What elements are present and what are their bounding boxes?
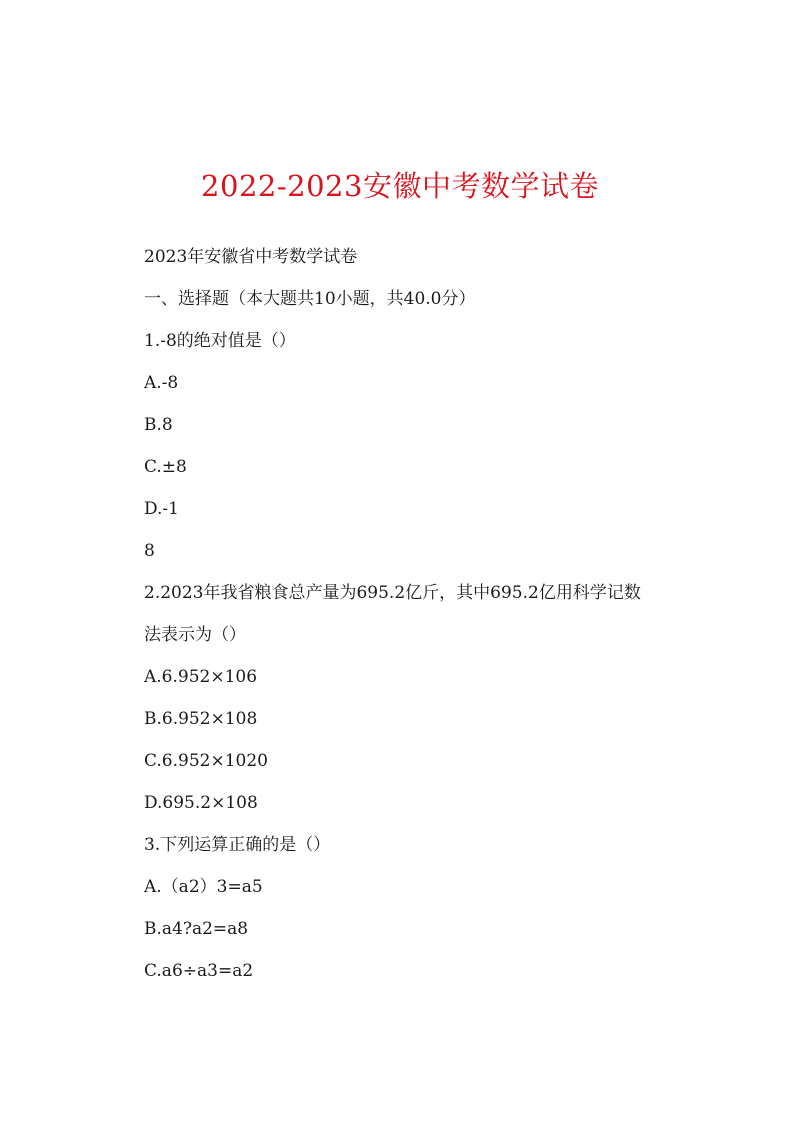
section-heading: 一、选择题（本大题共10小题，共40.0分） (144, 289, 476, 309)
question-1-option-a: A.-8 (144, 373, 179, 393)
question-3-option-a: A.（a2）3=a5 (144, 877, 263, 897)
question-1-option-d-continued: 8 (144, 541, 155, 561)
question-1-option-d: D.-1 (144, 499, 179, 519)
question-3-option-c: C.a6÷a3=a2 (144, 961, 254, 981)
exam-subtitle: 2023年安徽省中考数学试卷 (144, 247, 358, 267)
question-3: 3.下列运算正确的是（） (144, 835, 331, 855)
question-2-option-d: D.695.2×108 (144, 793, 258, 813)
question-3-option-b: B.a4?a2=a8 (144, 919, 249, 939)
document-title: 2022-2023安徽中考数学试卷 (201, 169, 599, 203)
question-2-option-c: C.6.952×1020 (144, 751, 268, 771)
document-body (144, 236, 724, 992)
question-2: 2.2023年我省粮食总产量为695.2亿斤，其中695.2亿用科学记数 (144, 583, 641, 603)
question-2-option-a: A.6.952×106 (144, 667, 258, 687)
question-2-continued: 法表示为（） (144, 625, 246, 645)
question-2-option-b: B.6.952×108 (144, 709, 258, 729)
question-1: 1.-8的绝对值是（） (144, 331, 296, 351)
question-1-option-c: C.±8 (144, 457, 187, 477)
question-1-option-b: B.8 (144, 415, 173, 435)
